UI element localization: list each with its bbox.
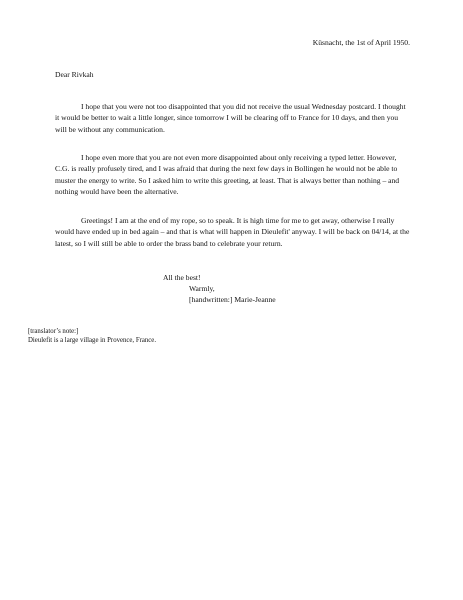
signature: [handwritten:] Marie-Jeanne [189,295,276,304]
closing-line: All the best! [163,273,201,282]
paragraph-2: I hope even more that you are not even more disappointed about only receiving a typed letter. However, C.G. is really profusely tired, and I was afraid that during the next few days in Bollingen he would not be able to muster the energy to write. So I asked him to write this greeting, at least. That is always better than nothing – and nothing would have been the alternative. [55,153,400,196]
dateline: Küsnacht, the 1st of April 1950. [312,38,410,47]
paragraph-1: I hope that you were not too disappointed that you did not receive the usual Wednesday postcard. I thought it would be better to wait a little longer, since tomorrow I will be clearing off to France for 10 days, and then you will be without any communication. [55,102,406,134]
translator-note-label: [translator’s note:] [28,328,79,335]
closing-warmly: Warmly, [189,284,215,293]
translator-note-text: Dieulefit is a large village in Provence, France. [28,337,157,344]
paragraph-3: Greetings! I am at the end of my rope, so to speak. It is high time for me to get away, otherwise I really would have ended up in bed again – and that is what will happen in Dieulefit' anyway. I will be back on 04/14, at the latest, so I will still be able to order the brass band to celebrate your return. [55,216,410,248]
salutation: Dear Rivkah [55,70,94,79]
